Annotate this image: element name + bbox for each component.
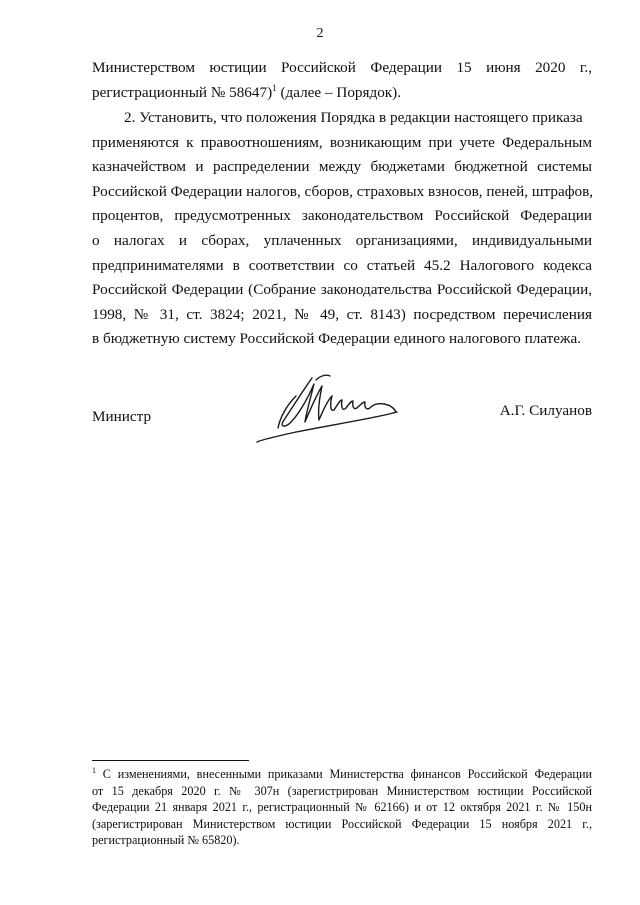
footnote — [92, 766, 592, 849]
footnote-line-text: С изменениями, внесенными приказами Министерства финансов Российской Федерации — [96, 767, 592, 781]
paragraph-2 — [92, 106, 592, 352]
paragraph-2-line: 1998, № 31, ст. 3824; 2021, № 49, ст. 8143) посредством перечисления — [92, 305, 592, 323]
signature-block — [92, 370, 592, 460]
footnote-mark: 1 — [92, 765, 96, 775]
paragraph-2-line: Российской Федерации налогов, сборов, страховых взносов, пеней, штрафов, — [92, 182, 594, 200]
paragraph-2-line: процентов, предусмотренных законодательством Российской Федерации — [92, 207, 592, 225]
footnote-line: от 15 декабря 2020 г. № 307н (зарегистрирован Министерством юстиции Российской — [92, 783, 592, 798]
handwritten-signature — [256, 370, 426, 450]
paragraph-2-line: о налогах и сборах, уплаченных организациями, индивидуальными — [92, 231, 592, 249]
registration-text: регистрационный № 58647) — [92, 83, 273, 101]
paragraph-1-line — [92, 81, 592, 106]
paragraph-2-line: в бюджетную систему Российской Федерации единого налогового платежа. — [92, 330, 582, 348]
paragraph-2-line: предпринимателями в соответствии со статьей 45.2 Налогового кодекса — [92, 256, 592, 274]
paragraph-1 — [92, 56, 592, 105]
footnote-line — [92, 766, 592, 783]
signer-name: А.Г. Силуанов — [499, 402, 592, 419]
paragraph-1-tail: (далее – Порядок). — [276, 83, 402, 101]
footnote-line: Федерации 21 января 2021 г., регистрационный № 62166) и от 12 октября 2021 г. № 150н — [92, 800, 592, 815]
footnote-divider — [92, 760, 249, 761]
footnote-reference: 1 — [272, 82, 277, 93]
paragraph-2-line: казначейством и распределении между бюджетами бюджетной системы — [92, 158, 592, 176]
paragraph-1-line: Министерством юстиции Российской Федерации 15 июня 2020 г., — [92, 59, 592, 76]
paragraph-2-line: применяются к правоотношениям, возникающим при учете Федеральным — [92, 133, 592, 151]
paragraph-2-line: Российской Федерации (Собрание законодательства Российской Федерации, — [92, 281, 592, 299]
page-number: 2 — [316, 26, 324, 41]
footnote-line: (зарегистрирован Министерством юстиции Российской Федерации 15 ноября 2021 г., — [92, 816, 592, 831]
paragraph-2-line: 2. Установить, что положения Порядка в редакции настоящего приказа — [124, 109, 583, 126]
footnote-line: регистрационный № 65820). — [92, 833, 240, 848]
signer-role: Министр — [92, 408, 152, 425]
